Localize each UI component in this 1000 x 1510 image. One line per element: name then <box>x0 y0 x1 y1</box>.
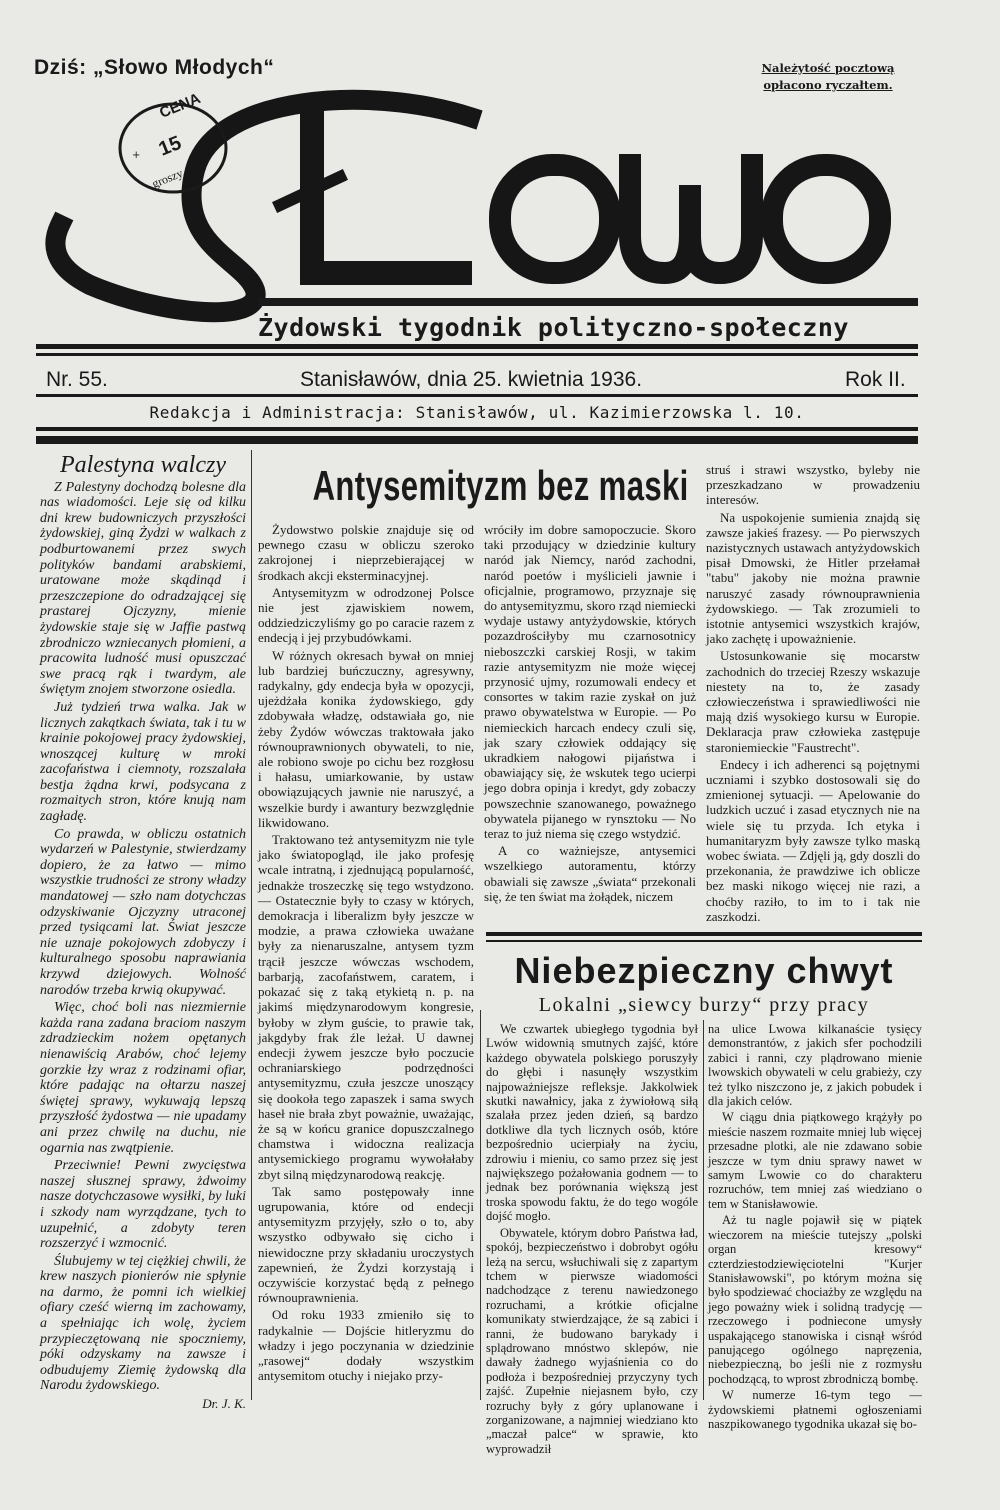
antisemitism-paragraph: A co ważniejsze, antysemici wszelkiego autoramentu, którzy obawiali się zawsze „świata“ przekonali się, że ten świat ma żołądek, niczem <box>484 843 696 904</box>
logo-letter-l <box>312 123 460 273</box>
article-rule-2 <box>486 940 922 942</box>
masthead-rule-2 <box>36 344 918 349</box>
antisemitism-column-1 <box>258 522 474 1385</box>
masthead-rule-1 <box>258 298 918 306</box>
antisemitism-column-3 <box>706 462 920 926</box>
palestine-article <box>40 452 246 1412</box>
column-divider-1 <box>251 450 252 1400</box>
logo-letter-w <box>630 165 752 273</box>
dangerous-paragraph: Aż tu nagle pojawił się w piątek wieczorem na mieście tutejszy „polski organ kresowy“ czterdziestodziewięciotelni "Kurjer Stanisławowski", po którym można się było spodziewać chociażby ze względu na jego poważny wiek i solidną tradycję — rzeczowego i podniecone umysły uspakającego stanowiska i cisnął wśród panującego ogólnego napręzenia, niebezpieczną, bo jeśli nie z rozmysłu pochodzącą, to wprost zbrodniczą bombę. <box>708 1213 922 1386</box>
antisemitism-paragraph: Endecy i ich adherenci są pojętnymi uczniami i szybko dostosowali się do zmienionej sytuacji. — Apelowanie do ludzkich uczuć i zasad etycznych nie na wiele się tu przyda. Ich etyka i humanitaryzm były zawsze tylko maską wobec świata. — Zdjęli ją, gdy doszli do przekonania, że prawdziwe ich oblicze bez maski nikogo więcej nie razi, a choćby raziło, to im to i tak nie zaszkodzi. <box>706 756 920 924</box>
price-stamp <box>114 90 232 200</box>
masthead-rule-3 <box>36 353 918 356</box>
antisemitism-paragraph: Ustosunkowanie się mocarstw zachodnich do trzeciej Rzeszy wskazuje niestety na to, że zasady człowieczeństwa i sprawiedliwości nie mają dziś wysokiego kursu w Europie. Deklaracja praw człowieka zastępuje staroniemieckie "Faustrecht". <box>706 648 920 755</box>
logo-letter-o1 <box>500 165 610 273</box>
dangerous-paragraph: We czwartek ubiegłego tygodnia był Lwów widownią smutnych zajść, które każdego obywatela polskiego poruszyły do głębi i nasunęły wszystkim najpoważniejsze refleksje. Jakkolwiek skutki nawałnicy, jaka z żywiołową siłą szalała przez jeden dzień, są bardzo dotkliwe dla tych licznych osób, które bezpośrednio ucierpiały na życiu, zdrowiu i mieniu, co samo przez się jest największego pożałowania godnem — to jednak bez porównania większą jest troska spowodu faktu, że do tego wogóle dojść mogło. <box>486 1022 698 1224</box>
palestine-paragraph: Ślubujemy w tej ciężkiej chwili, że krew naszych pionierów nie spłynie na darmo, że pomni ich wielkiej ofiary cześć wierną im zachowamy, a spełniając ich wolę, życiem przypieczętowaną nie spoczniemy, póki odzyskamy na zawsze i odbudujemy Ziemię żydowską dla Narodu żydowskiego. <box>40 1253 246 1394</box>
antisemitism-paragraph: Od roku 1933 zmieniło się to radykalnie — Dojście hitleryzmu do władzy i jego poczynania w dziedzinie „rasowej“ dodały wszystkim antysemitom otuchy i niejako przy- <box>258 1307 474 1384</box>
palestine-paragraph: Z Palestyny dochodzą bolesne dla nas wiadomości. Leje się od kilku dni krew budowniczych przyszłości żydowskiej, giną Żydzi w walkach z podburtowanemi przez swych polityków bandami arabskiemi, uratowane może skądinąd i przeszczepione do odradzającej się prastarej Ojczyzny, mienie żydowskie staje się w Jaffie pastwą zbrodniczo wzniecanych płomieni, a pracowita ludność musi opuszczać swe pracą rąk i twardym, ale świętym znojem stworzone osiedla. <box>40 479 246 698</box>
antisemitism-paragraph: W różnych okresach bywał on mniej lub bardziej buńczuczny, agresywny, radykalny, gdy endecja była w opozycji, ujeżdżała konika żydowskiego, gdy zdobywała władzę, odstawiała go, nie żeby Żydów wówczas traktowała jako równouprawnionych obywateli, to nie, ale robiono swoje po cichu bez rozgłosu i hałasu, umiarkowanie, by ustaw obowiązujących jawnie nie naruszyć, a wszelkie burdy i awantury bezwzględnie likwidowano. <box>258 647 474 830</box>
palestine-paragraph: Przeciwnie! Pewni zwycięstwa naszej słusznej sprawy, żdwoimy nasze dotychczasowe wysiłki, by luki i szkody nam wyrządzane, tych to uzupełnić, a zdobyty teren rozszerzyć i wzmocnić. <box>40 1158 246 1252</box>
dangerous-title: Niebezpieczny chwyt <box>514 950 894 991</box>
issue-number: Nr. 55. <box>46 368 108 391</box>
dangerous-paragraph: na ulice Lwowa kilkanaście tysięcy demonstrantów, z jakich sfer pochodzili zabici i ranni, czy plądrowano mienie lwowskich obywateli w celu grabieży, czy też tylko niszczono je, z jakich pobudek i dla jakich celów. <box>708 1022 922 1109</box>
palestine-paragraph: Co prawda, w obliczu ostatnich wydarzeń w Palestynie, stwierdzamy dopiero, że za łatwo — mimo wszystkie trudności ze strony władzy mandatowej — szło nam dotychczas odzyskiwanie Ojczyzny utraconej przed tysiącami lat. Świat jeszcze nie uznaje pokojowych zdobyczy i kulturalnego sposobu naprawiania krzywd dziejowych. Wolność narodów trzeba krwią okupywać. <box>40 826 246 998</box>
dangerous-column-1 <box>486 1022 698 1458</box>
dangerous-column-2 <box>708 1022 922 1433</box>
logo-text: Słowo <box>920 85 924 86</box>
dangerous-paragraph: W numerze 16-tym tego — żydowskiemi płatnemi ogłoszeniami naszpikowanego tygodnika ukazał się bo- <box>708 1388 922 1431</box>
article-rule-1 <box>486 932 922 936</box>
stamp-bottom: groszy <box>149 165 185 191</box>
address-rule-1 <box>36 427 918 431</box>
info-rule <box>36 394 918 397</box>
editorial-address: Redakcja i Administracja: Stanisławów, ul. Kazimierzowska l. 10. <box>149 403 805 422</box>
stamp-value: 15 <box>155 131 185 161</box>
svg-text:+: + <box>132 150 141 161</box>
today-supplement: Dziś: „Słowo Młodych“ <box>34 56 275 79</box>
postage-note: Należytość pocztową opłacono ryczałtem. <box>761 61 895 92</box>
antisemitism-paragraph: Żydowstwo polskie znajduje się od pewnego czasu w obliczu szeroko zakrojonej i nieprzebierającej w środkach akcji eksterminacyjnej. <box>258 522 474 583</box>
dangerous-subtitle: Lokalni „siewcy burzy“ przy pracy <box>538 994 870 1016</box>
dangerous-paragraph: W ciągu dnia piątkowego krążyły po mieście naszem rozmaite mniej lub więcej przesadne plotki, ale nie zdawano sobie jeszcze w tym dniu sprawy nawet w samym Lwowie co do charakteru rozruchów, tem mniej zaś wiedziano o tem w Stanisławowie. <box>708 1110 922 1211</box>
antisemitism-paragraph: wróciły im dobre samopoczucie. Skoro taki przodujący w dziedzinie kultury naród jak Niemcy, naród zachodni, naród poetów i myślicieli jawnie i oficjalnie, programowo, przyznaje się do antysemityzmu, skoro rząd niemiecki wydaje ustawy antyżydowskie, których pozazdrościłyby mu czarnosotnicy nieboszczki carskiej Rosji, w takim razie antysemityzm nie może więcej przynosić ujmy, rozumowali endecy et consortes w takim razie zyskał on już prawo obywatelstwa w Europie. — Po niemieckich harcach endecy czuli się, jak szary człowiek oddający się ukradkiem nałogowi pijaństwa i obawiający się, że wskutek tego ucierpi jego dobra opinja i kredyt, gdy zobaczy powszechnie szanowanego, poważnego obywatela pijanego w rynsztoku — No teraz to już niema się czego wstydzić. <box>484 522 696 842</box>
palestine-title: Palestyna walczy <box>60 452 226 478</box>
address-rule-2 <box>36 436 918 444</box>
palestine-signature: Dr. J. K. <box>202 1396 246 1412</box>
palestine-paragraph: Więc, choć boli nas niezmiernie każda rana zadana braciom naszym zdradzieckim nożem opętanych nienawiścią Arabów, choć lejemy gorzkie łzy wraz z rodzinami ofiar, które padając na ołtarzu naszej świętej sprawy, wykuwają lepszą przyszłość żydostwa — nie upadamy ani przez chwilę na duchu, nie ogarnia nas zwątpienie. <box>40 1000 246 1156</box>
svg-text:+: + <box>206 130 215 141</box>
antisemitism-paragraph: Traktowano też antysemityzm nie tyle jako światopogląd, ile jako profesję wcale intratną, i zjednującą popularność, jednakże troszeczkę się tego wstydzono. — Ostatecznie były to czasy w których, demokracja i liberalizm były jeszcze w modzie, a prawa człowieka uważane były za nienaruszalne, antysem tyzm trącił jeszcze wówczas wschodem, barbarją, zacofaństwem, caratem, i pokazać się z taką etykietą n. p. na jakimś międzynarodowym kongresie, byłoby w złym guście, to prawie tak, jakgdyby frak źle leżał. U dawnej endecji żywem jeszcze było poczucie ochraniarskiego podrzędności antysemityzmu, czuła jeszcze unoszący się dookoła tego zapaszek i sama swych haseł nie brała zbyt poważnie, uważając, że są w końcu granice dopuszczalnego chamstwa i widoczna realizacja antysemickiego programu wywołałaby zbyt silną międzynarodową reakcję. <box>258 832 474 1182</box>
antisemitism-title: Antysemityzm bez maski <box>312 462 689 509</box>
antisemitism-column-2 <box>484 522 696 906</box>
logo-letter-o2 <box>772 165 880 273</box>
antisemitism-paragraph: Na uspokojenie sumienia znajdą się zawsze jakieś frazesy. — Po pierwszych nazistycznych ustawach antyżydowskich pisał Dmowski, że Hitler przełamał "tabu" jakoby nie można prawnie naruszyć zasady równouprawnienia żydowskiego. — Tak zrozumieli to istotnie antysemici wszystkich krajów, jako zachętę i upoważnienie. <box>706 509 920 647</box>
place-date: Stanisławów, dnia 25. kwietnia 1936. <box>300 368 643 391</box>
antisemitism-paragraph: Antysemityzm w odrodzonej Polsce nie jest zjawiskiem nowem, oddziedziczyliśmy go po caracie razem z endecją i jej przybudówkami. <box>258 584 474 646</box>
column-divider-3 <box>703 1020 704 1400</box>
stamp-top: CENA <box>157 90 203 122</box>
antisemitism-paragraph: Tak samo postępowały inne ugrupowania, które od endecji antysemityzm przyjęły, szło o to, aby wszystko odbywało się cicho i niewidoczne przy składaniu uroczystych zapewnień, że Żydzi korzystają i oczywiście korzystać będą z pełnego równouprawnienia. <box>258 1183 474 1306</box>
subtitle: Żydowski tygodnik polityczno-społeczny <box>258 313 849 342</box>
dangerous-paragraph: Obywatele, którym dobro Państwa ład, spokój, bezpieczeństwo i dobrobyt ogółu leżą na sercu, wsłuchiwali się z zapartym tchem w pierwsze wiadomości nadchodzące z terenu nawiedzonego rozruchami, a krótkie oficjalne komunikaty stwierdzające, że są zabici i ranni, że budowano barykady i splądrowano mnóstwo sklepów, nie dawały żadnego wyjaśnienia co do podłoża i bezpośredniej przyczyny tych zajść. Zupełnie niejasnem było, czy rozruchy były z góry uplanowane i zorganizowane, a najmniej wiedziano kto „maczał palce“ w sprawie, kto wyprowadził <box>486 1225 698 1456</box>
palestine-paragraph: Już tydzień trwa walka. Jak w licznych zakątkach świata, tak i tu w krainie pokojowej pracy żydowskiej, wnoszącej kulturę w mroki zacofaństwa i ciemnoty, rozszalała bestja żądna krwi, podsycana z rozmaitych stron, które knują nam zagładę. <box>40 699 246 825</box>
antisemitism-paragraph: struś i strawi wszystko, byleby nie przeszkadzano w prowadzeniu interesów. <box>706 462 920 508</box>
column-divider-2 <box>480 1010 481 1400</box>
year: Rok II. <box>845 368 906 391</box>
